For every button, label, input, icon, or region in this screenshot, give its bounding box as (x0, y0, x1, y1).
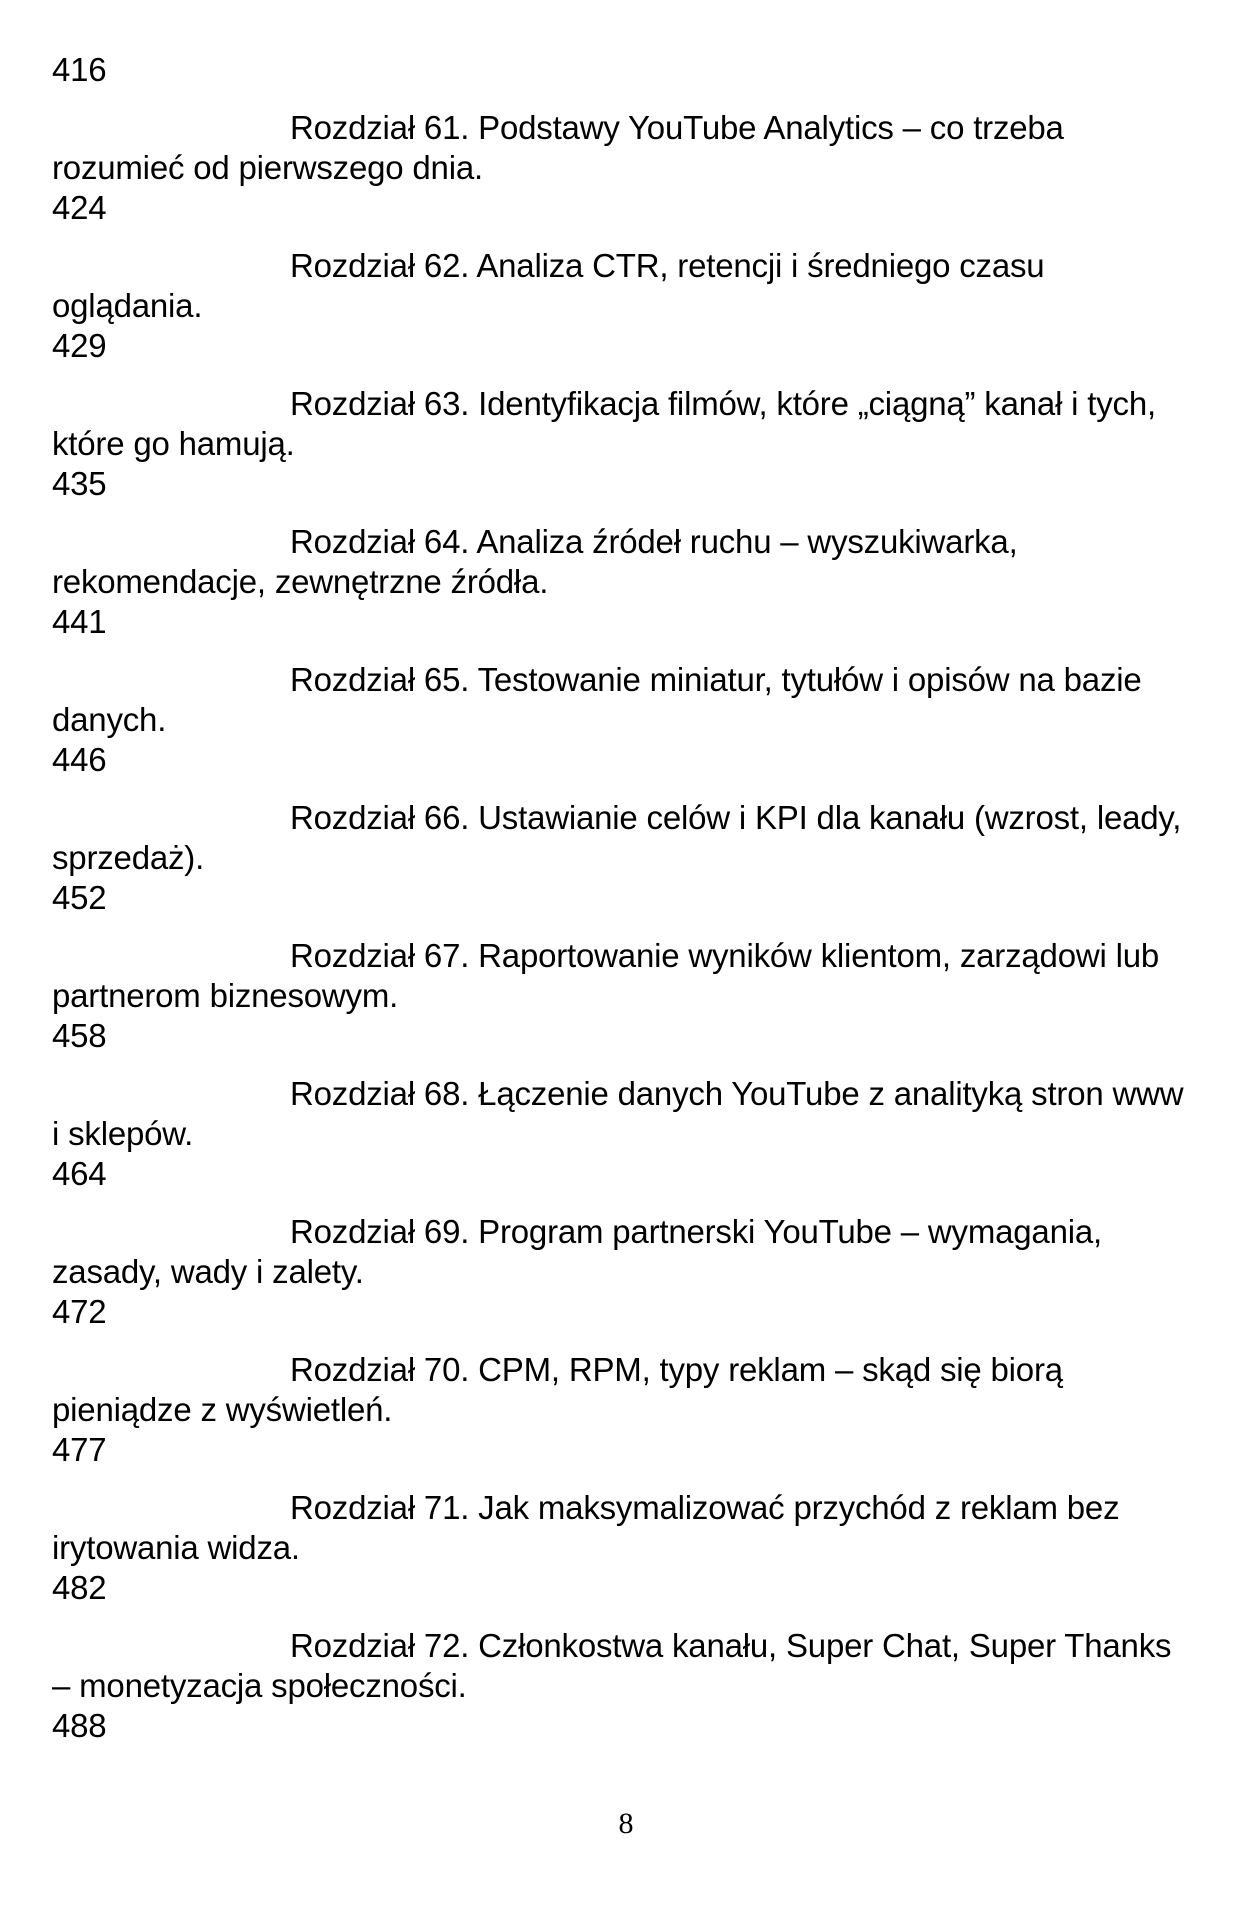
toc-page-number: 435 (52, 465, 107, 502)
toc-entry-title: Rozdział 66. Ustawianie celów i KPI dla kanału (wzrost, leady, sprzedaż). (52, 799, 1182, 876)
toc-page-number: 416 (52, 51, 107, 88)
toc-entry-title: Rozdział 64. Analiza źródeł ruchu – wyszukiwarka, rekomendacje, zewnętrzne źródła. (52, 523, 1018, 600)
table-of-contents (52, 50, 1192, 1746)
toc-page-number: 429 (52, 327, 107, 364)
toc-page-number: 458 (52, 1017, 107, 1054)
toc-entry-title: Rozdział 67. Raportowanie wyników klientom, zarządowi lub partnerom biznesowym. (52, 937, 1160, 1014)
toc-entry-title: Rozdział 62. Analiza CTR, retencji i średniego czasu oglądania. (52, 247, 1045, 324)
toc-entry-title: Rozdział 65. Testowanie miniatur, tytułów i opisów na bazie danych. (52, 661, 1142, 738)
page-footer-number: 8 (618, 1807, 634, 1840)
toc-page-number: 488 (52, 1707, 107, 1744)
toc-page-number: 482 (52, 1569, 107, 1606)
toc-entry-title: Rozdział 70. CPM, RPM, typy reklam – skąd się biorą pieniądze z wyświetleń. (52, 1351, 1063, 1428)
toc-page-number: 424 (52, 189, 107, 226)
toc-entry-title: Rozdział 72. Członkostwa kanału, Super Chat, Super Thanks – monetyzacja społeczności. (52, 1627, 1172, 1704)
toc-page-number: 464 (52, 1155, 107, 1192)
toc-entry-title: Rozdział 71. Jak maksymalizować przychód z reklam bez irytowania widza. (52, 1489, 1120, 1566)
toc-page-number: 472 (52, 1293, 107, 1330)
toc-page-number: 452 (52, 879, 107, 916)
toc-page-number: 446 (52, 741, 107, 778)
toc-entry-title: Rozdział 69. Program partnerski YouTube – wymagania, zasady, wady i zalety. (52, 1213, 1102, 1290)
toc-entry-title: Rozdział 61. Podstawy YouTube Analytics – co trzeba rozumieć od pierwszego dnia. (52, 109, 1064, 186)
toc-page-number: 441 (52, 603, 107, 640)
toc-entry-title: Rozdział 68. Łączenie danych YouTube z analityką stron www i sklepów. (52, 1075, 1184, 1152)
toc-entry-title: Rozdział 63. Identyfikacja filmów, które „ciągną” kanał i tych, które go hamują. (52, 385, 1156, 462)
toc-page-number: 477 (52, 1431, 107, 1468)
